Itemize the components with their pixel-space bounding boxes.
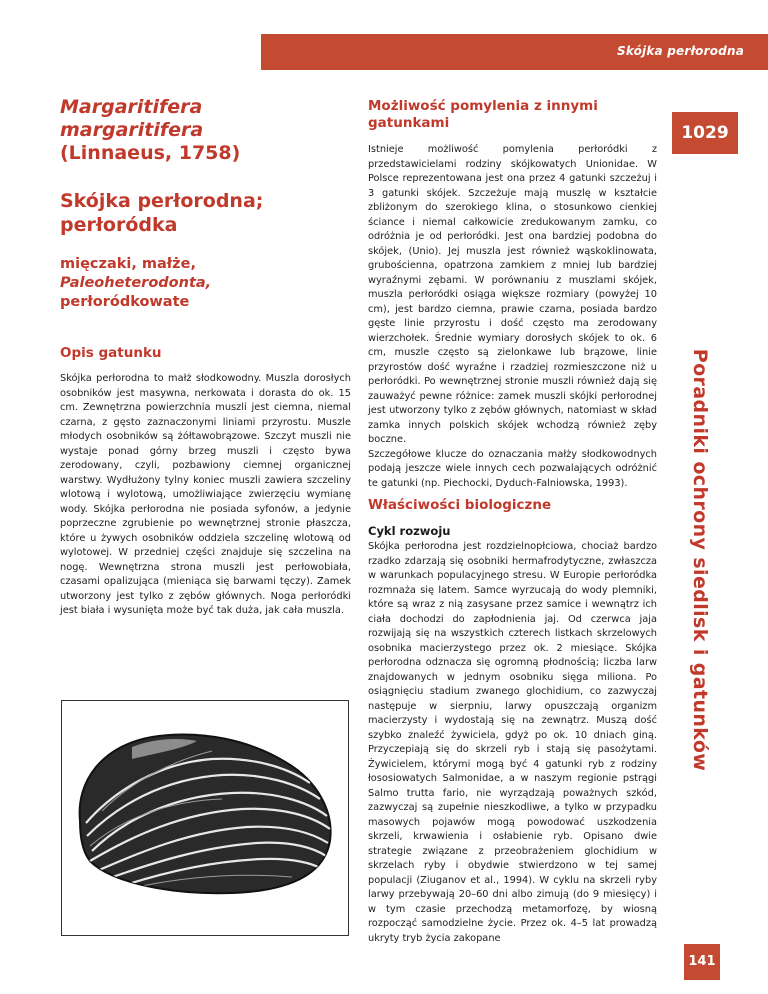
pomylenie-section: [368, 98, 657, 491]
section-number-tab: 1029: [672, 112, 738, 154]
species-polish-name: [60, 189, 350, 237]
species-latin-name: [60, 96, 350, 165]
cykl-rozwoju-heading: Cykl rozwoju: [368, 524, 451, 538]
running-header-bar: [261, 34, 768, 70]
taxonomy: [60, 255, 350, 312]
opis-text: [60, 372, 351, 619]
page-number: 141: [684, 944, 720, 980]
polish-name-line1: Skójka perłorodna;: [60, 190, 264, 212]
taxon-line2: Paleoheterodonta,: [60, 275, 212, 291]
cykl-rozwoju-paragraph: Skójka perłorodna jest rozdzielnopłciowa, chociaż bardzo rzadko zdarzają się osobniki hermafrodytyczne, zwłaszcza w warunkach populacyjnego stresu. W Europie perłoródka rozmnaża się latem. Samce wyrzucają do wody plemniki, które są wraz z nią zasysane przez samice i wewnątrz ich ciała dochodzi do zapłodnienia jaj. Od czerwca jaja rozwijają się na wszystkich czterech listkach skrzelowych osobnika macierzystego przez ok. 2 miesiące. Skójka perłorodna odznacza się ogromną płodnością; liczba larw znajdowanych w jednym osobniku sięga miliona. Po osiągnięciu stadium zwanego glochidium, co zazwyczaj następuje w sierpniu, larwy opuszczają organizm macierzysty i wydostają się na zewnątrz. Muszą dość szybko znaleźć żywiciela, gdyż po ok. 10 dniach giną. Przyczepiają się do skrzeli ryb i stają się pasożytami. Żywicielem, którymi mogą być 4 gatunki ryb z rodziny łososiowatych Salmonidae, a w naszym regionie pstrągi Salmo trutta fario, nie wyrządzają poważnych szkód, zazwyczaj są zupełnie nieszkodliwe, a tylko w przypadku masowych pojawów mogą powodować uszkodzenia skrzeli, krwawienia i osłabienie ryb. Opisano dwie strategie związane z przeobrażeniem glochidium w skrzelach ryby i obydwie stwierdzono w tej samej populacji (Ziuganov et al., 1994). W cyklu na skrzeli ryby larwy przebywają 20–60 dni albo zimują (do 9 miesięcy) i w tym czasie przechodzą metamorfozę, by wiosną rozpocząć samodzielne życie. Przez ok. 4–5 lat prowadzą ukryty tryb życia zakopane: [368, 541, 657, 944]
wlasciwosci-section: [368, 497, 657, 946]
taxon-line3: perłoródkowate: [60, 294, 190, 310]
running-title: Skójka perłorodna: [617, 44, 744, 58]
wlasciwosci-text: [368, 540, 657, 946]
shell-illustration: [61, 700, 349, 936]
latin-author: (Linnaeus, 1758): [60, 142, 241, 164]
taxon-line1: mięczaki, małże,: [60, 256, 196, 272]
series-title: Poradniki ochrony siedlisk i gatunków: [689, 348, 711, 772]
pomylenie-heading: Możliwość pomylenia z innymi gatunkami: [368, 98, 598, 131]
opis-section: [60, 345, 351, 619]
latin-genus: Margaritifera: [60, 96, 203, 118]
pomylenie-paragraph-1: Istnieje możliwość pomylenia perłoródki z przedstawicielami rodziny skójkowatych Unionidae. W Polsce reprezentowana jest ona przez 4 gatunki szczeżuj i 3 gatunki skójek. Szczeżuje mają muszlę w kształcie zbliżonym do szerokiego klina, o stosunkowo cienkiej ściance i niemal całkowicie zredukowanym zamku, co odróżnia je od perłoródki. Jest ona bardziej podobna do skójek, (Unio). Jej muszla jest również wąskoklinowata, grubościenna, opatrzona zamkiem z mniej lub bardziej wyraźnymi zębami. W porównaniu z muszlami skójek, muszla perłoródki osiąga większe rozmiary (powyżej 10 cm), jest bardzo ciemna, prawie czarna, posiada bardzo gęste linie przyrostu i dość często ma zerodowany wierzchołek. Średnie wymiary dorosłych skójek to ok. 6 cm, muszle często są zielonkawe lub brązowe, linie przyrostów dość wyraźne i rzadziej rozmieszczone niż u perłoródki. Po wewnętrznej stronie muszli również dają się zauważyć pewne różnice: zamek muszli skójki perłorodnej jest utworzony tylko z zębów głównych, natomiast w skład zamka innych polskich skójek wchodzą również zęby boczne.: [368, 144, 657, 445]
polish-name-line2: perłoródka: [60, 214, 178, 236]
wlasciwosci-heading: Właściwości biologiczne: [368, 497, 552, 513]
shell-drawing-icon: [62, 701, 348, 935]
opis-paragraph: Skójka perłorodna to małż słodkowodny. Muszla dorosłych osobników jest masywna, nerkowata i dorasta do ok. 15 cm. Zewnętrzna powierzchnia muszli jest ciemna, niemal czarna, z gęsto zaznaczonymi liniami przyrostu. Muszle młodych osobników są żółtawobrązowe. Szczyt muszli nie wystaje ponad górny brzeg muszli i często bywa zerodowany, czyli, pozbawiony ciemnej organicznej warstwy. Wydłużony tylny koniec muszli zawiera szczeliny wlotową i wylotową, umożliwiające zwierzęciu wymianę wody. Skójka perłorodna nie posiada syfonów, a jedynie poprzeczne zgrubienie po wewnętrznej stronie płaszcza, które u żywych osobników oddziela szczelinę wlotową od wylotowej. W przedniej części znajduje się szczelina na nogę. Wewnętrzna strona muszli jest perłowobiała, czasami opalizująca (mieniąca się barwami tęczy). Zamek utworzony jest tylko z zębów głównych. Noga perłoródki jest biała i wysunięta może być tak duża, jak cała muszla.: [60, 373, 351, 616]
opis-heading: Opis gatunku: [60, 345, 162, 361]
latin-species: margaritifera: [60, 119, 204, 141]
pomylenie-paragraph-2: Szczegółowe klucze do oznaczania małży słodkowodnych podają jeszcze wiele innych cech pozwalających odróżnić te gatunki (np. Piechocki, Dyduch-Falniowska, 1993).: [368, 448, 657, 489]
pomylenie-text: [368, 143, 657, 491]
series-title-vertical: [682, 348, 718, 772]
